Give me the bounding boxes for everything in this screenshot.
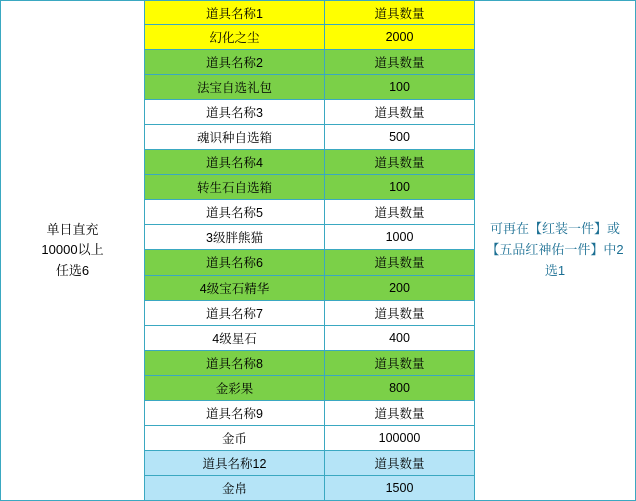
- table-row: [145, 125, 475, 150]
- item-qty-cell: 道具数量: [325, 250, 475, 275]
- item-name-cell: 道具名称9: [145, 401, 325, 426]
- item-qty-cell: 道具数量: [325, 0, 475, 25]
- item-qty-cell: 100: [325, 75, 475, 100]
- item-qty-cell: 100000: [325, 426, 475, 451]
- table-row: [145, 175, 475, 200]
- item-name-cell: 金彩果: [145, 376, 325, 401]
- extra-note-label: 可再在【红装一件】或【五品红神佑一件】中2选1: [486, 221, 624, 278]
- item-name-cell: 道具名称2: [145, 50, 325, 75]
- table-row: [145, 250, 475, 275]
- item-qty-cell: 1000: [325, 225, 475, 250]
- item-name-cell: 4级宝石精华: [145, 276, 325, 301]
- table-row: [145, 25, 475, 50]
- table-row: [145, 100, 475, 125]
- item-name-cell: 4级星石: [145, 326, 325, 351]
- table-row: [145, 351, 475, 376]
- table-row: [145, 225, 475, 250]
- table-row: [145, 200, 475, 225]
- item-qty-cell: 800: [325, 376, 475, 401]
- table-row: [145, 50, 475, 75]
- item-name-cell: 转生石自选箱: [145, 175, 325, 200]
- table-row: [145, 401, 475, 426]
- table-row: [145, 451, 475, 476]
- table-row: [145, 150, 475, 175]
- table-row: [145, 326, 475, 351]
- item-name-cell: 道具名称12: [145, 451, 325, 476]
- item-qty-cell: 道具数量: [325, 150, 475, 175]
- item-name-cell: 道具名称5: [145, 200, 325, 225]
- item-qty-cell: 道具数量: [325, 301, 475, 326]
- item-name-cell: 道具名称1: [145, 0, 325, 25]
- item-name-cell: 幻化之尘: [145, 25, 325, 50]
- item-qty-cell: 500: [325, 125, 475, 150]
- item-name-cell: 道具名称4: [145, 150, 325, 175]
- item-qty-cell: 2000: [325, 25, 475, 50]
- item-name-cell: 道具名称6: [145, 250, 325, 275]
- item-name-cell: 3级胖熊猫: [145, 225, 325, 250]
- table-row: [145, 0, 475, 25]
- table-row: [145, 301, 475, 326]
- item-name-cell: 金币: [145, 426, 325, 451]
- item-name-cell: 法宝自选礼包: [145, 75, 325, 100]
- item-qty-cell: 400: [325, 326, 475, 351]
- table-row: [145, 476, 475, 501]
- item-name-cell: 魂识种自选箱: [145, 125, 325, 150]
- item-qty-cell: 道具数量: [325, 401, 475, 426]
- item-qty-cell: 道具数量: [325, 351, 475, 376]
- item-name-cell: 道具名称8: [145, 351, 325, 376]
- item-name-cell: 金帛: [145, 476, 325, 501]
- item-name-cell: 道具名称3: [145, 100, 325, 125]
- item-qty-cell: 100: [325, 175, 475, 200]
- item-qty-cell: 道具数量: [325, 200, 475, 225]
- item-qty-cell: 道具数量: [325, 451, 475, 476]
- table-row: [145, 75, 475, 100]
- extra-note-cell: [475, 0, 636, 501]
- table-row: [145, 376, 475, 401]
- item-qty-cell: 道具数量: [325, 50, 475, 75]
- item-name-cell: 道具名称7: [145, 301, 325, 326]
- item-qty-cell: 道具数量: [325, 100, 475, 125]
- item-qty-cell: 1500: [325, 476, 475, 501]
- table-row: [145, 426, 475, 451]
- item-qty-cell: 200: [325, 276, 475, 301]
- condition-label: 单日直充 10000以上 任选6: [41, 222, 104, 278]
- table-row: [145, 276, 475, 301]
- items-table: [145, 0, 475, 501]
- condition-cell: [0, 0, 145, 501]
